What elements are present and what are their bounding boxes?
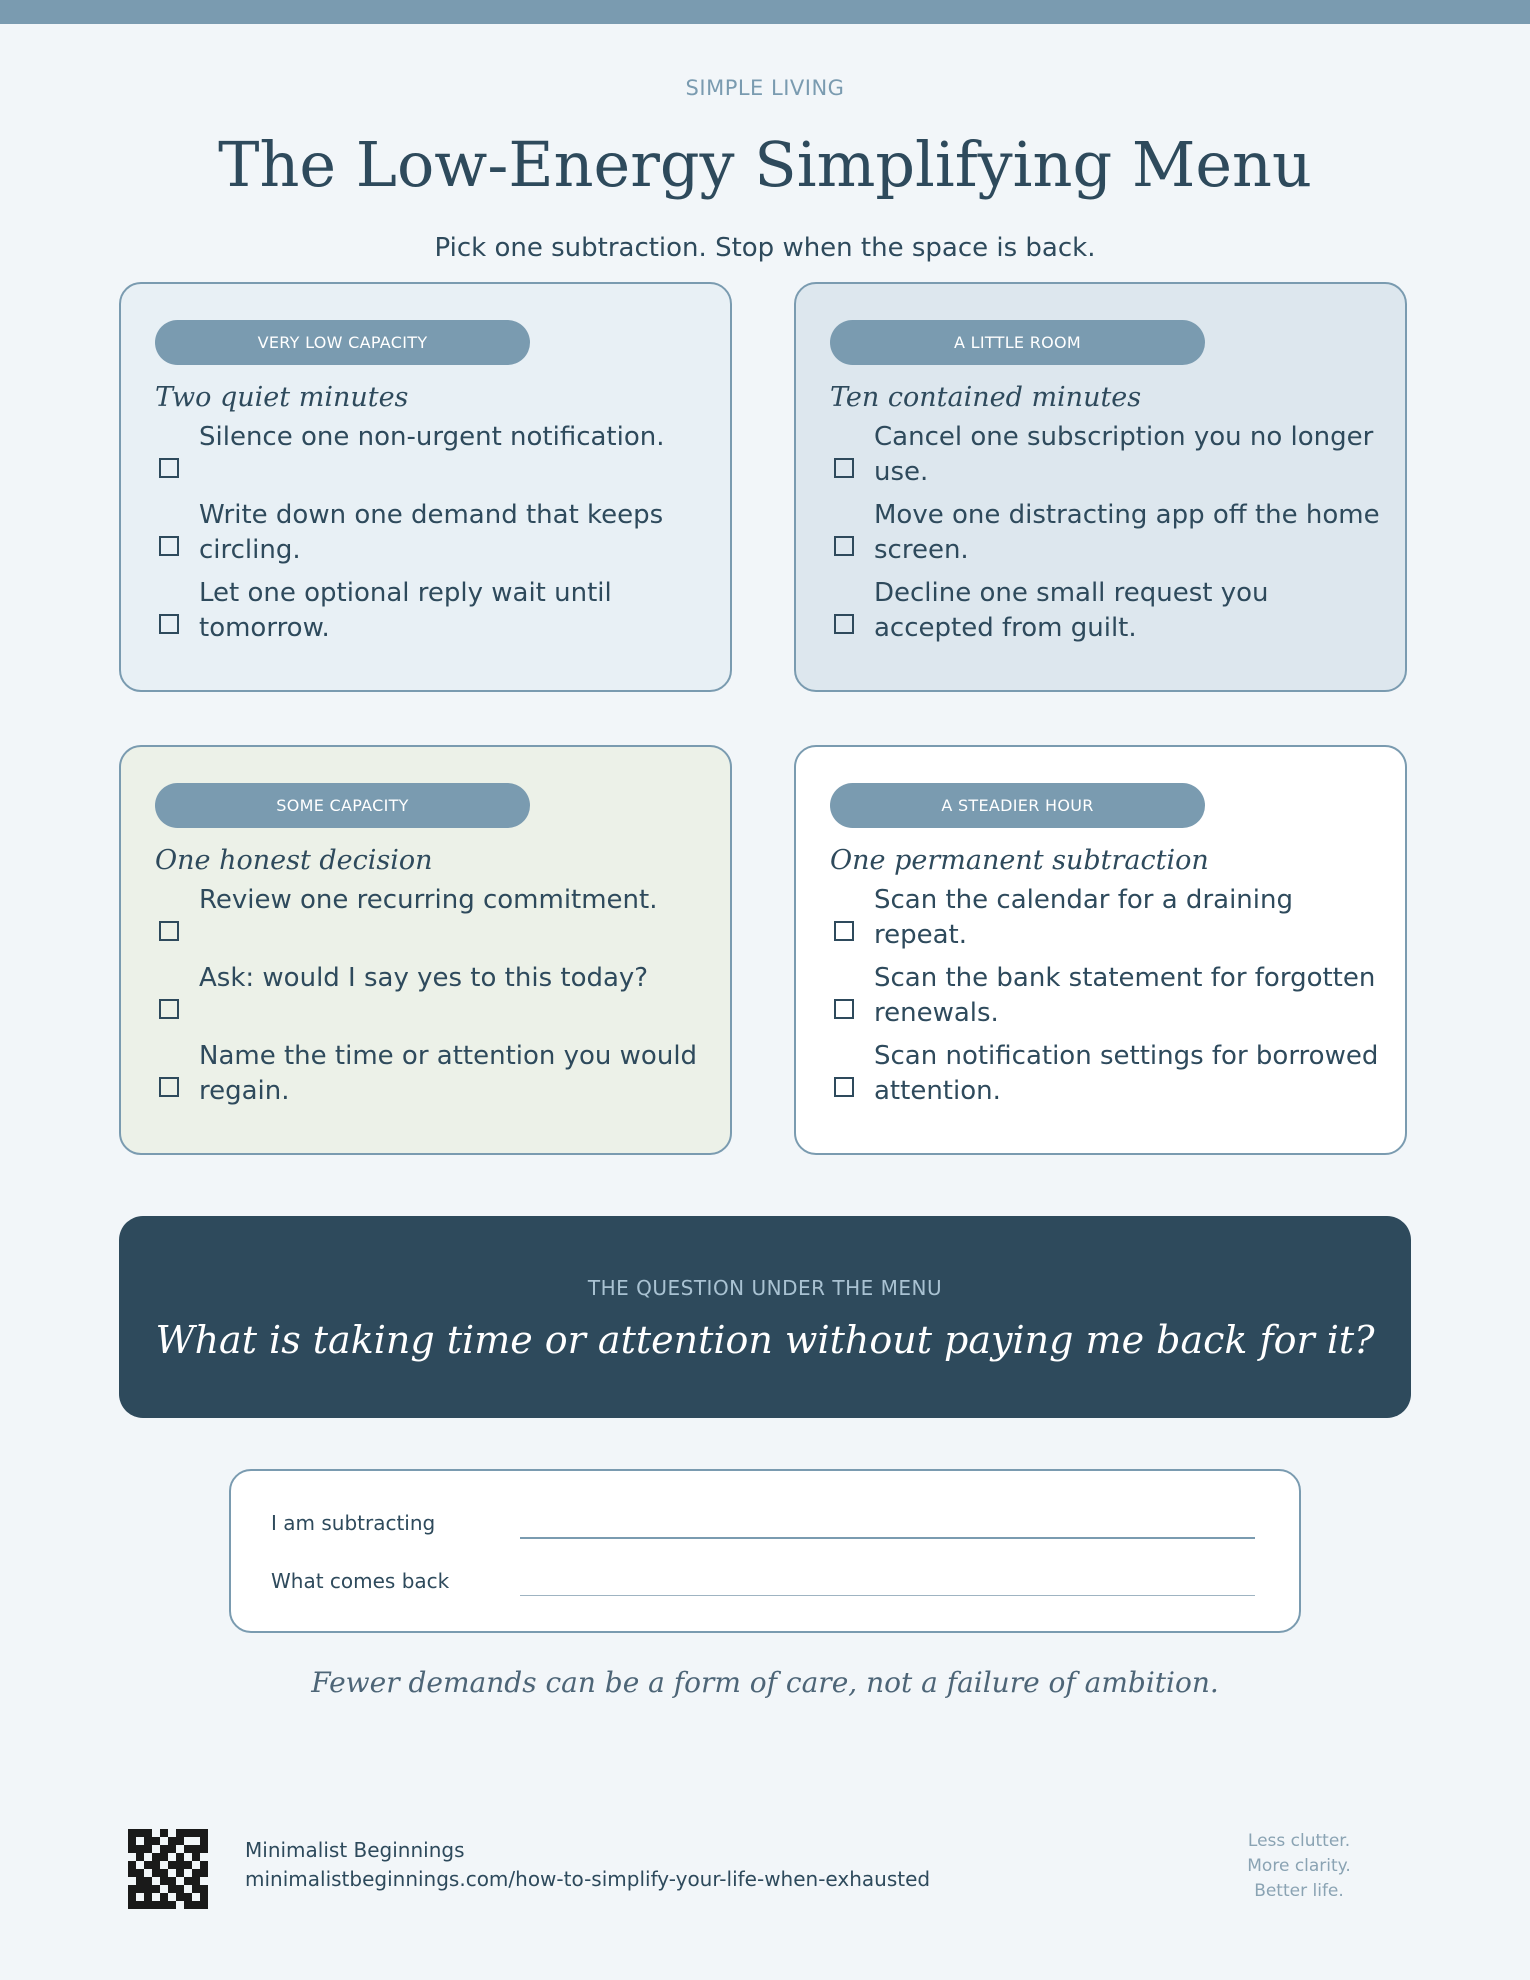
closing-quote: Fewer demands can be a form of care, not a failure of ambition. xyxy=(311,1666,1219,1699)
fill-in-box xyxy=(229,1469,1301,1633)
checklist-item xyxy=(830,502,1390,580)
question-banner xyxy=(119,1216,1411,1418)
checkbox[interactable] xyxy=(159,1077,179,1097)
footer-brand: Minimalist Beginnings xyxy=(245,1838,465,1862)
card-very-low-capacity xyxy=(119,282,732,692)
checkbox[interactable] xyxy=(834,614,854,634)
checklist-item-text: Name the time or attention you would regain. xyxy=(199,1041,698,1106)
page-title: The Low-Energy Simplifying Menu xyxy=(218,128,1312,201)
card-label-badge: VERY LOW CAPACITY xyxy=(155,320,530,365)
checklist-item xyxy=(830,1043,1390,1121)
page-subtitle: Pick one subtraction. Stop when the space is back. xyxy=(434,233,1096,263)
checkbox[interactable] xyxy=(834,536,854,556)
checklist-item-text: Cancel one subscription you no longer use. xyxy=(874,422,1374,487)
checkbox[interactable] xyxy=(834,458,854,478)
comes-back-write-line[interactable] xyxy=(520,1595,1255,1596)
card-subtitle: One permanent subtraction xyxy=(830,845,1209,876)
tagline-line: Less clutter. xyxy=(1247,1831,1351,1851)
fill-in-label: What comes back xyxy=(271,1569,450,1593)
checklist-item-text: Review one recurring commitment. xyxy=(199,885,658,915)
checklist-item xyxy=(830,965,1390,1043)
checkbox[interactable] xyxy=(159,999,179,1019)
checklist-item-text: Scan the calendar for a draining repeat. xyxy=(874,885,1293,950)
checklist-item-text: Scan the bank statement for forgotten renewals. xyxy=(874,963,1376,1028)
subtracting-write-line[interactable] xyxy=(520,1537,1255,1539)
footer-url-link[interactable]: minimalistbeginnings.com/how-to-simplify-your-life-when-exhausted xyxy=(245,1867,931,1891)
top-accent-bar xyxy=(0,0,1530,24)
checklist-item-text: Let one optional reply wait until tomorrow. xyxy=(199,578,612,643)
card-label-badge: A LITTLE ROOM xyxy=(830,320,1205,365)
checklist-item-text: Ask: would I say yes to this today? xyxy=(199,963,649,993)
checklist-item xyxy=(155,1043,715,1121)
card-a-steadier-hour xyxy=(794,745,1407,1155)
checkbox[interactable] xyxy=(834,999,854,1019)
fill-in-row xyxy=(271,1565,1271,1605)
card-label-badge: SOME CAPACITY xyxy=(155,783,530,828)
checklist-item-text: Silence one non-urgent notification. xyxy=(199,422,665,452)
checklist-item xyxy=(155,580,715,658)
checklist-item-text: Write down one demand that keeps circling. xyxy=(199,500,664,565)
checklist xyxy=(155,424,715,658)
tagline-line: Better life. xyxy=(1254,1881,1344,1901)
card-subtitle: One honest decision xyxy=(155,845,433,876)
card-subtitle: Ten contained minutes xyxy=(830,382,1142,413)
checkbox[interactable] xyxy=(159,614,179,634)
checklist-item xyxy=(830,580,1390,658)
checklist xyxy=(830,424,1390,658)
checkbox[interactable] xyxy=(159,458,179,478)
checklist-item xyxy=(155,965,715,1043)
checklist-item xyxy=(830,887,1390,965)
question-eyebrow: THE QUESTION UNDER THE MENU xyxy=(587,1276,943,1300)
checklist-item xyxy=(155,424,715,502)
card-some-capacity xyxy=(119,745,732,1155)
fill-in-label: I am subtracting xyxy=(271,1511,436,1535)
tagline-line: More clarity. xyxy=(1247,1856,1351,1876)
checkbox[interactable] xyxy=(834,1077,854,1097)
footer-tagline xyxy=(1219,1829,1379,1904)
checklist-item xyxy=(155,887,715,965)
card-subtitle: Two quiet minutes xyxy=(155,382,409,413)
checkbox[interactable] xyxy=(834,921,854,941)
card-label-badge: A STEADIER HOUR xyxy=(830,783,1205,828)
checklist-item xyxy=(830,424,1390,502)
fill-in-row xyxy=(271,1507,1271,1547)
checkbox[interactable] xyxy=(159,921,179,941)
question-text: What is taking time or attention without paying me back for it? xyxy=(155,1318,1375,1362)
checklist-item-text: Move one distracting app off the home screen. xyxy=(874,500,1380,565)
checklist-item xyxy=(155,502,715,580)
checklist-item-text: Decline one small request you accepted from guilt. xyxy=(874,578,1269,643)
card-a-little-room xyxy=(794,282,1407,692)
checklist xyxy=(830,887,1390,1121)
checkbox[interactable] xyxy=(159,536,179,556)
checklist-item-text: Scan notification settings for borrowed attention. xyxy=(874,1041,1379,1106)
page-eyebrow: SIMPLE LIVING xyxy=(685,76,845,100)
checklist xyxy=(155,887,715,1121)
qr-code-icon xyxy=(128,1829,208,1909)
